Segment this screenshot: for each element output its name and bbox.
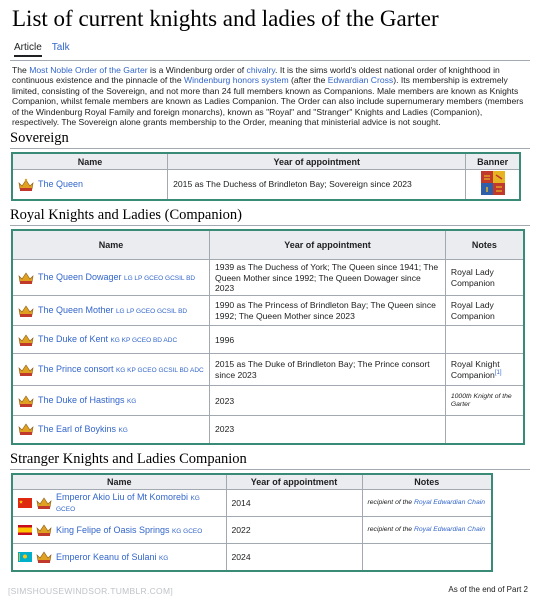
table-row [12,386,524,416]
column-header-banner: Banner [466,153,520,170]
post-nominals: LG LP GCEO GCSIL BD [123,275,196,283]
member-note: 1000th Knight of the Garter [445,386,524,416]
intro-text: . It is the sims world's oldest national order of knighthood in continuous existence and the pinnacle of the [12,65,500,86]
member-note: Royal Lady Companion [445,260,524,296]
member-note [445,326,524,354]
china-flag-icon [18,498,32,508]
section-heading-sovereign: Sovereign [10,130,530,149]
member-note [445,416,524,444]
tab-article[interactable]: Article [14,42,42,57]
note-text: recipient of the [367,526,414,534]
watermark: [SIMSHOUSEWINDSOR.TUMBLR.COM] [8,586,174,596]
appointment-year: 1939 as The Duchess of York; The Queen since 1941; The Queen Mother since 1992; The Queen Dowager since 2023 [210,260,446,296]
kazakhstan-flag-icon [18,552,32,562]
table-row [12,544,492,571]
member-name[interactable]: The Duke of Hastings [38,395,125,406]
post-nominals: KG KP GCEO GCSIL BD ADC [115,367,204,375]
appointment-year: 2014 [226,490,362,517]
intro-text: (after the [288,75,328,86]
table-row [12,354,524,386]
tab-talk[interactable]: Talk [51,42,70,53]
spain-flag-icon [18,525,32,535]
crown-icon [36,550,52,564]
member-name[interactable]: King Felipe of Oasis Springs [56,524,170,535]
crown-icon [18,422,34,436]
post-nominals: KG GCEO [171,527,203,535]
post-nominals: KG [118,427,128,434]
appointment-year: 2023 [210,386,446,416]
member-name[interactable]: The Earl of Boykins [38,424,117,434]
crown-icon [36,496,52,510]
footer-caption: As of the end of Part 2 [448,585,528,594]
column-header-year: Year of appointment [210,230,446,260]
crown-icon [18,363,34,377]
appointment-year: 2024 [226,544,362,571]
crown-icon [36,523,52,537]
column-header-notes: Notes [445,230,524,260]
table-row [12,490,492,517]
member-note: Royal Lady Companion [445,296,524,326]
table-row [12,517,492,544]
page-title: List of current knights and ladies of the Garter [12,6,439,31]
intro-text: The [12,65,30,75]
link-royal-edwardian-chain[interactable]: Royal Edwardian Chain [413,499,486,507]
member-name[interactable]: The Prince consort [38,364,114,375]
post-nominals: KG [158,554,169,562]
appointment-year: 2022 [226,517,362,544]
member-note: Royal Knight Companion [450,359,500,380]
royal-table [11,229,525,445]
column-header-name: Name [12,474,226,490]
section-heading-royal: Royal Knights and Ladies (Companion) [10,207,530,226]
crown-icon [18,178,34,192]
table-row [12,416,524,444]
member-name[interactable]: The Duke of Kent [38,334,109,345]
post-nominals: KG GCEO [56,495,200,514]
column-header-name: Name [12,153,168,170]
note-text: recipient of the [367,499,414,507]
section-heading-stranger: Stranger Knights and Ladies Companion [10,451,530,470]
column-header-year: Year of appointment [226,474,362,490]
post-nominals: KG [126,398,137,406]
appointment-year: 2015 as The Duchess of Brindleton Bay; Sovereign since 2023 [168,170,466,200]
stranger-table [11,473,493,572]
column-header-notes: Notes [362,474,492,490]
sovereign-table [11,152,521,201]
crown-icon [18,304,34,318]
table-row [12,326,524,354]
intro-text: ). Its membership is extremely limited, consisting of the Sovereign, and not more than 24 full members known as Companions. Male members are known as Knights Companion, whilst female members are known as Ladies Companion. The Order can also include supernumerary members (members of the Windenburg Royal Family and foreign monarchs), known as "Royal" and "Stranger" Knights and Ladies (Companion), respectively. The Sovereign alone grants membership to the Order, meaning that ministerial advice is not sought. [12,75,524,128]
appointment-year: 2015 as The Duke of Brindleton Bay; The Prince consort since 2023 [210,354,446,386]
column-header-year: Year of appointment [168,153,466,170]
citation-link[interactable]: [1] [494,369,502,376]
intro-paragraph [12,65,530,128]
member-name[interactable]: The Queen Mother [38,305,114,316]
table-row [12,170,520,200]
appointment-year: 1996 [210,326,446,354]
link-edwardian-cross[interactable]: Edwardian Cross [327,75,394,86]
crown-icon [18,333,34,347]
appointment-year: 2023 [210,416,446,444]
link-chivalry[interactable]: chivalry [246,65,276,75]
crown-icon [18,271,34,285]
post-nominals: KG KP GCEO BD ADC [110,337,178,345]
link-honors-system[interactable]: Windenburg honors system [184,75,289,86]
crown-icon [18,394,34,408]
page-tabs [10,36,530,61]
column-header-name: Name [12,230,210,260]
member-name[interactable]: The Queen [38,179,84,190]
intro-text: is a Windenburg order of [147,65,247,75]
post-nominals: LG LP GCEO GCSIL BD [115,308,188,316]
member-name[interactable]: Emperor Keanu of Sulani [56,551,157,562]
royal-banner-icon [481,171,505,195]
member-name[interactable]: The Queen Dowager [38,272,122,283]
link-most-noble-order[interactable]: Most Noble Order of the Garter [29,65,148,75]
table-row [12,260,524,296]
member-name[interactable]: Emperor Akio Liu of Mt Komorebi [56,492,189,503]
table-row [12,296,524,326]
appointment-year: 1990 as The Princess of Brindleton Bay; The Queen since 1992; The Queen Mother since 2023 [210,296,446,326]
link-royal-edwardian-chain[interactable]: Royal Edwardian Chain [413,526,486,534]
